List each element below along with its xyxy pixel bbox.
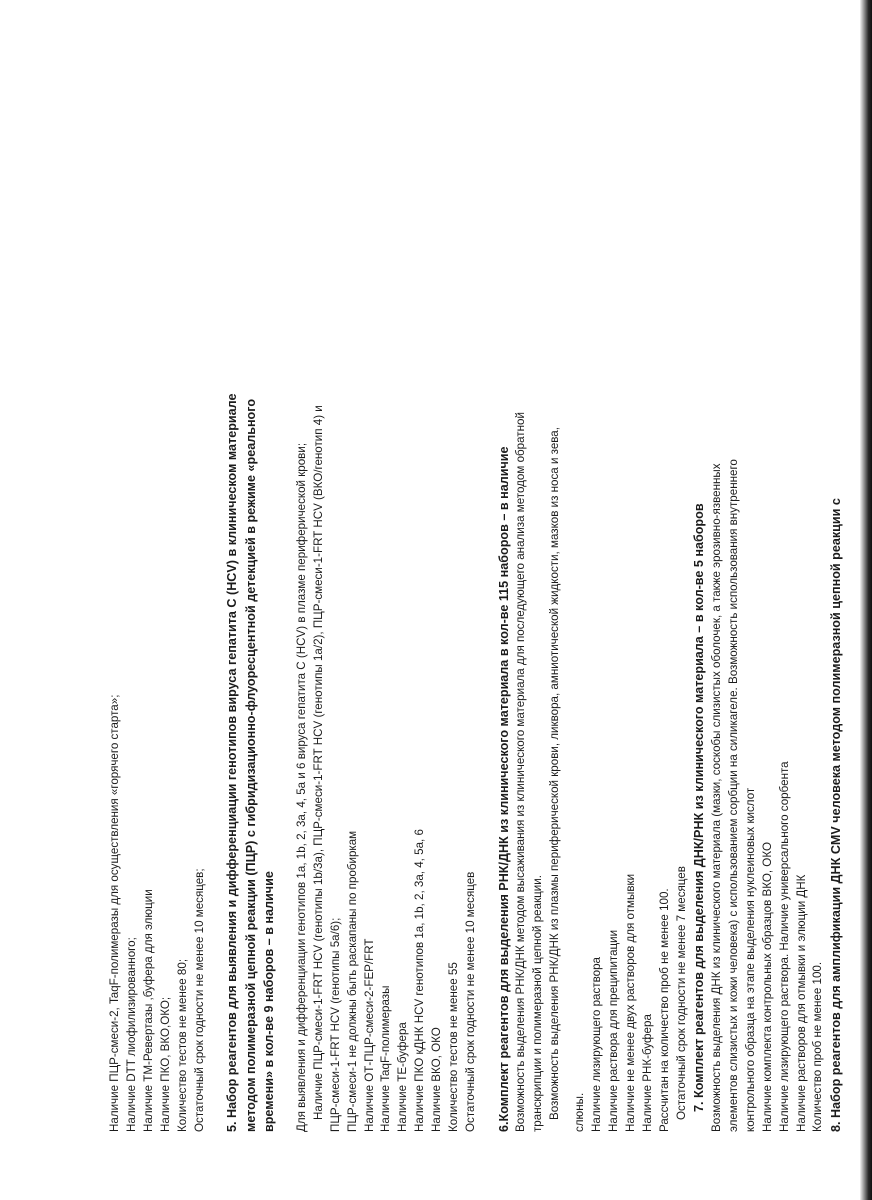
text-line: Для выявления и дифференциации генотипов 1a, 1b, 2, 3a, 4, 5a и 6 вируса гепатита С (HCV) в плазме периферической крови; (294, 442, 308, 1132)
text-line: Возможность выделения ДНК из клинического материала (мазки, соскобы слизистых оболочек, а также эрозивно-язвенных (709, 463, 723, 1132)
text-line: Рассчитан на количество проб не менее 100. (657, 888, 671, 1132)
text-line: ПЦР-смеси-1-FRT HCV (генотипы 5a/6); (328, 917, 342, 1132)
text-line: Наличие ТЕ-буфера (396, 1022, 410, 1132)
section-heading: 5. Набор реагентов для выявления и дифференциации генотипов вируса гепатита С (HCV) в клиническом материале (225, 393, 240, 1132)
spacer (564, 72, 572, 1132)
rotated-page (2, 0, 872, 1200)
text-line: Наличие ПЦР-смеси-1-FRT HCV (генотипы 1b/3a), ПЦР-смеси-1-FRT HCV (генотипы 1a/2), ПЦР-смеси-1-FRT HCV (ВКО/генотип 4) и (311, 405, 325, 1120)
text-line: Наличие раствора для преципитации (606, 929, 620, 1132)
text-line: Наличие DTT лиофилизированного; (124, 937, 138, 1132)
text-line: Наличие ПКО, ВКО,ОКО; (158, 996, 172, 1132)
spacer (208, 72, 223, 1132)
text-line: Остаточный срок годности не менее 7 месяцев (674, 866, 688, 1120)
text-line: Количество тестов не менее 55 (447, 962, 461, 1132)
text-line: контрольного образца на этапе выделения нуклеиновых кислот (743, 787, 757, 1132)
text-line: Наличие растворов для отмывки и элюции ДНК (794, 874, 808, 1132)
text-line: элементов слизистых и кожи человека) с использованием сорбции на силикагеле. Возможность использования внутреннего (726, 459, 740, 1132)
text-line: Количество тестов не менее 80; (175, 958, 189, 1132)
text-line: ПЦР-смеси-1 не должны быть раскапаны по пробиркам (345, 830, 359, 1132)
text-line: слюны. (573, 1092, 587, 1132)
text-line: Возможность выделения РНК/ДНК из плазмы периферической крови, ликвора, амниотической жидкости, мазков из носа и зева, (548, 427, 562, 1120)
text-line: Наличие не менее двух растворов для отмывки (623, 873, 637, 1132)
section-heading: методом полимеразной цепной реакции (ПЦР) с гибридизационно-флуоресцентной детекцией в режиме «реального (243, 398, 258, 1132)
section-heading: 8. Набор реагентов для амплификации ДНК CMV человека методом полимеразной цепной реакции с (829, 498, 844, 1132)
text-line: Наличие ТМ-Ревертазы ,буфера для элюции (141, 889, 155, 1132)
text-line: транскрипции и полимеразной цепной реакции. (531, 875, 545, 1132)
text-line: Остаточный срок годности не менее 10 месяцев; (192, 868, 206, 1132)
text-line: Наличие ОТ-ПЦР-смеси-2-FEP/FRT (362, 938, 376, 1132)
section-heading: 7. Комплект реагентов для выделения ДНК/РНК из клинического материала – в кол-ве 5 наборов (692, 503, 707, 1112)
text-line: Наличие комплекта контрольных образцов ВКО, ОКО (760, 842, 774, 1132)
text-line: Наличие ВКО, ОКО (430, 1027, 444, 1132)
text-line: Наличие лизирующего раствора. Наличие универсального сорбента (777, 761, 791, 1132)
text-line: Наличие TaqF-полимеразы (379, 985, 393, 1132)
section-heading: 6.Комплект реагентов для выделения РНК/ДНК из клинического материала в кол-ве 115 наборов – в наличие (496, 446, 511, 1132)
text-line: Остаточный срок годности не менее 10 месяцев (464, 871, 477, 1132)
text-line: Количество проб не менее 100. (811, 961, 825, 1132)
text-line: Наличие ПЦР-смеси-2, TaqF-полимеразы для осуществления «горячего старта»; (108, 694, 121, 1132)
text-line: Наличие лизирующего раствора (590, 957, 604, 1132)
text-line: Наличие РНК-буфера (640, 1014, 654, 1132)
document-body (107, 72, 846, 1132)
text-line: Возможность выделения РНК/ДНК методом высаживания из клинического материала для последующего анализа методом обратной (514, 412, 528, 1132)
spacer (480, 72, 495, 1132)
spacer (279, 72, 294, 1132)
text-line: Наличие ПКО кДНК HCV генотипов 1a, 1b, 2, 3a, 4, 5a, 6 (413, 829, 427, 1132)
section-heading: времени» в кол-ве 9 наборов – в наличие (262, 871, 277, 1132)
